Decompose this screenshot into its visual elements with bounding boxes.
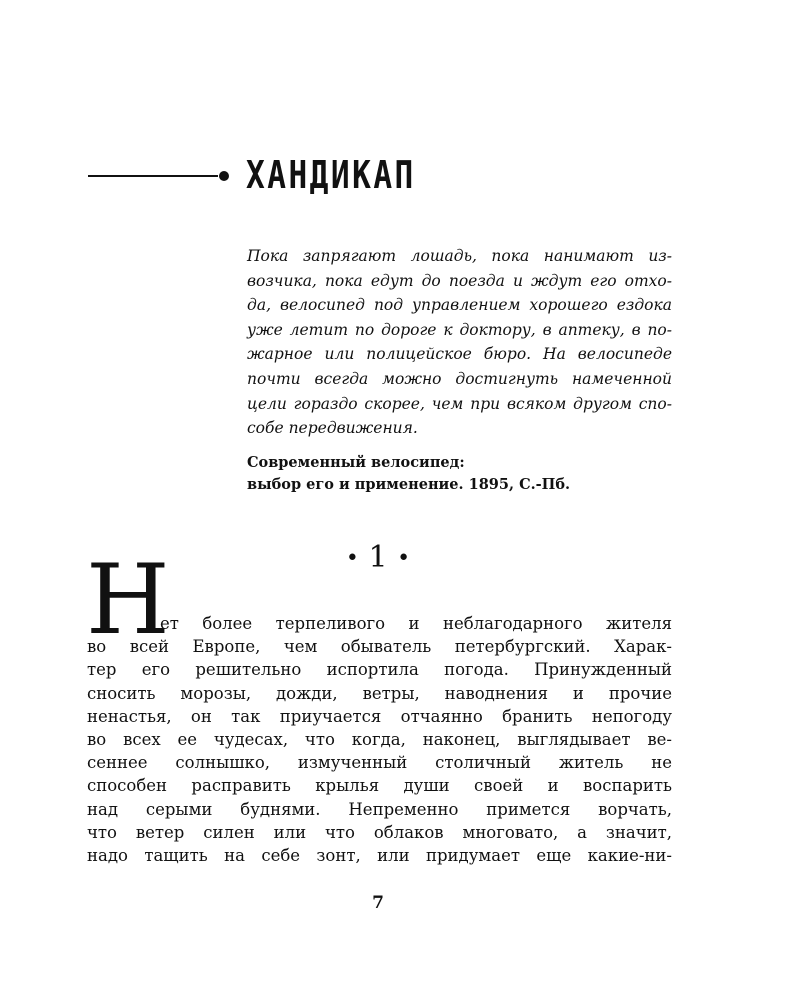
epigraph-line: цели гораздо скорее, чем при всяком другом спо- bbox=[247, 394, 672, 413]
chapter-rule-dot bbox=[219, 171, 229, 181]
body-line: сеннее солнышко, измученный столичный житель не bbox=[87, 753, 672, 773]
epigraph-line: почти всегда можно достигнуть намеченной bbox=[247, 369, 672, 388]
body-line: способен расправить крылья души своей и воспарить bbox=[87, 776, 672, 796]
epigraph-line: собе передвижения. bbox=[247, 419, 418, 438]
epigraph-source bbox=[247, 452, 677, 496]
bullet-icon: • bbox=[397, 546, 411, 571]
chapter-title: ХАНДИКАП bbox=[246, 153, 416, 197]
section-number: 1 bbox=[368, 540, 388, 575]
body-line: ненастья, он так приучается отчаянно бранить непогоду bbox=[87, 706, 672, 726]
epigraph-line: жарное или полицейское бюро. На велосипеде bbox=[247, 345, 672, 364]
epigraph-line: уже летит по дороге к доктору, в аптеку, в по- bbox=[247, 320, 672, 339]
source-line: выбор его и применение. 1895, С.-Пб. bbox=[247, 476, 571, 493]
epigraph-line: да, велосипед под управлением хорошего ездока bbox=[247, 296, 672, 315]
bullet-icon: • bbox=[345, 546, 359, 571]
chapter-rule bbox=[88, 175, 218, 177]
body-line: сносить морозы, дожди, ветры, наводнения и прочие bbox=[87, 683, 672, 703]
body-line: тер его решительно испортила погода. Принужденный bbox=[87, 660, 672, 680]
epigraph-line: возчика, пока едут до поезда и ждут его отхо- bbox=[247, 271, 672, 290]
page-number: 7 bbox=[372, 893, 384, 913]
body-paragraph bbox=[87, 612, 672, 867]
body-line: во всех ее чудесах, что когда, наконец, выглядывает ве- bbox=[87, 730, 672, 750]
body-line: надо тащить на себе зонт, или придумает еще какие-ни- bbox=[87, 846, 672, 866]
source-line: Современный велосипед: bbox=[247, 454, 465, 471]
epigraph bbox=[247, 244, 672, 441]
drop-cap: Н bbox=[86, 544, 170, 656]
body-line: над серыми буднями. Непременно примется ворчать, bbox=[87, 799, 672, 819]
body-line: ет более терпеливого и неблагодарного жителя bbox=[160, 614, 672, 633]
epigraph-line: Пока запрягают лошадь, пока нанимают из- bbox=[247, 247, 672, 265]
body-line: что ветер силен или что облаков многовато, а значит, bbox=[87, 822, 672, 842]
body-line: во всей Европе, чем обыватель петербургский. Харак- bbox=[87, 637, 672, 657]
